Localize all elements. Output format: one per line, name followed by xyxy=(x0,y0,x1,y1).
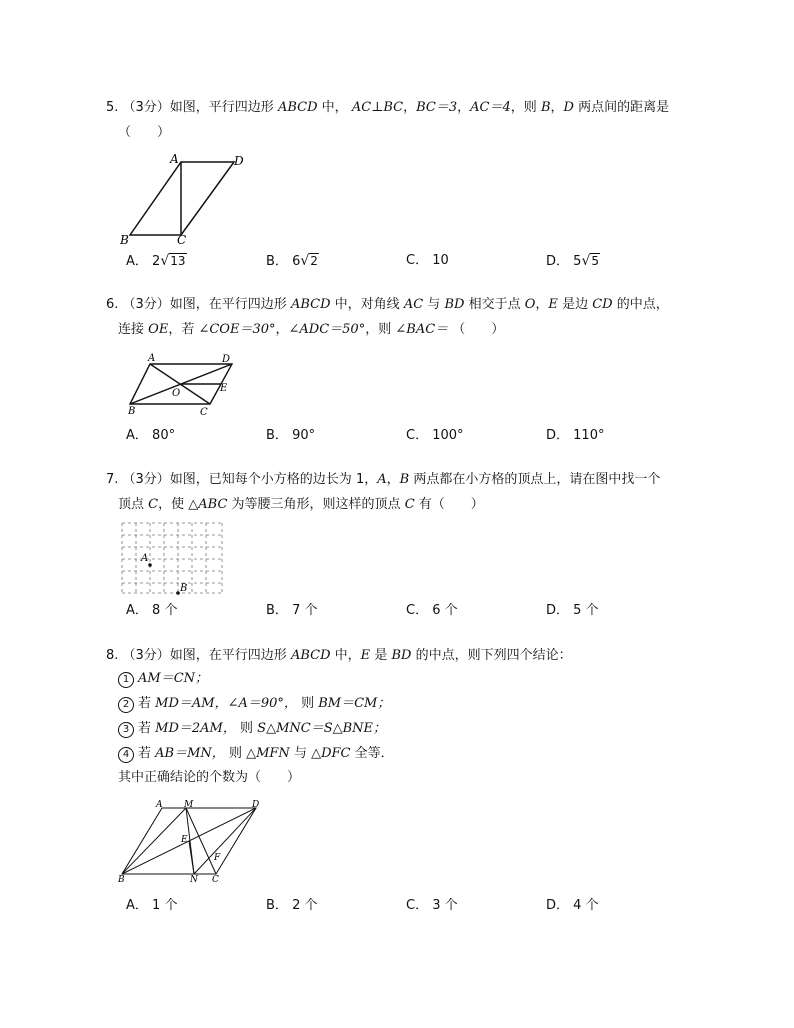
q8-c4-math2: △MFN xyxy=(246,746,290,761)
q5-tail2: 两点间的距离是 xyxy=(578,100,670,115)
q7-sep1: ， xyxy=(386,472,400,487)
q5-label-b: B xyxy=(120,233,129,247)
q6-option-a[interactable] xyxy=(126,427,175,445)
q5-stem: 5. （3分）如图，平行四边形 xyxy=(106,100,274,115)
q7-pt-b: B xyxy=(399,472,410,487)
q6-mid: 中，对角线 xyxy=(334,297,400,312)
q5-parallelogram xyxy=(130,162,234,235)
q8-c4-pre: 若 xyxy=(138,746,152,761)
q8-c3-math: MD＝2AM， xyxy=(155,721,236,736)
q5-option-d-radicand: 5 xyxy=(591,254,599,268)
q6-label-d: D xyxy=(222,354,231,365)
q5-option-a-radicand: 13 xyxy=(170,254,186,268)
q8-c2-math: MD＝AM，∠A＝90°， xyxy=(155,696,297,711)
q8-label-d: D xyxy=(252,800,260,810)
q7-tail1: 两点都在小方格的顶点上，请在图中找一个 xyxy=(413,472,661,487)
q8-label-f: F xyxy=(214,853,221,863)
q6-tail: 的中点， xyxy=(616,297,669,312)
q8-option-a[interactable] xyxy=(126,897,177,915)
q8-c4-post: 则 xyxy=(228,746,242,761)
q8-conclusion-3 xyxy=(118,720,386,738)
q5-option-b-label: B． xyxy=(266,254,288,269)
q7-option-c-text: 6 个 xyxy=(432,603,458,618)
q5-label-a: A xyxy=(170,152,179,166)
q7-option-b[interactable] xyxy=(266,602,317,620)
q8-conclusion-4 xyxy=(118,745,394,763)
q6-option-b-label: B． xyxy=(266,428,288,443)
q8-label-c: C xyxy=(212,875,219,885)
q8-option-d[interactable] xyxy=(546,897,599,915)
q8-tail: 的中点，则下列四个结论： xyxy=(415,648,572,663)
q5-stem-line1 xyxy=(106,99,669,117)
q6-option-a-label: A． xyxy=(126,428,148,443)
q6-label-b: B xyxy=(128,406,136,417)
circled-number-icon: 2 xyxy=(118,697,134,713)
q7-option-a-text: 8 个 xyxy=(152,603,178,618)
q8-seg-bd: BD xyxy=(391,648,412,663)
q6-option-a-text: 80° xyxy=(152,428,176,443)
q6-seg-cd: CD xyxy=(592,297,613,312)
q8-option-b-text: 2 个 xyxy=(292,898,318,913)
q8-option-c-text: 3 个 xyxy=(432,898,458,913)
q7-option-d-text: 5 个 xyxy=(573,603,599,618)
q6-line2-c: ，则 xyxy=(365,322,392,337)
q5-sep2: ， xyxy=(457,100,471,115)
q8-label-e: E xyxy=(181,835,188,845)
q6-line2-b: ，若 xyxy=(168,322,195,337)
q5-option-b-coef: 6 xyxy=(292,254,301,269)
q8-conclusion-2 xyxy=(118,695,390,713)
q5-pt-d: D xyxy=(563,100,574,115)
q6-stem-line2 xyxy=(118,321,504,339)
q6-label-e: E xyxy=(220,383,228,394)
q8-c4-post3: 全等． xyxy=(354,746,394,761)
q5-option-c-label: C． xyxy=(406,253,429,268)
q7-option-a[interactable] xyxy=(126,602,177,620)
q6-label-c: C xyxy=(200,407,208,418)
q7-line2-c: 为等腰三角形，则这样的顶点 xyxy=(231,497,401,512)
q6-option-b[interactable] xyxy=(266,427,315,445)
q5-sep3: ， xyxy=(550,100,564,115)
q5-paren: （ ） xyxy=(118,125,171,140)
q6-paren: （ ） xyxy=(452,322,505,337)
q8-c3-post: 则 xyxy=(240,721,254,736)
q6-pt-o: O xyxy=(524,297,536,312)
q8-question: 其中正确结论的个数为（ ） xyxy=(118,770,301,785)
q6-stem-line1 xyxy=(106,296,669,314)
q5-option-b[interactable] xyxy=(266,252,319,271)
q8-pt-e: E xyxy=(360,648,371,663)
q7-option-c-label: C． xyxy=(406,603,429,618)
q5-sep1: ， xyxy=(403,100,417,115)
q6-sep2: ， xyxy=(275,322,289,337)
q8-option-b-label: B． xyxy=(266,898,288,913)
q8-c3-math2: S△MNC＝S△BNE； xyxy=(257,721,387,736)
q7-option-d-label: D． xyxy=(546,603,570,618)
q7-triangle: △ABC xyxy=(188,497,228,512)
q6-angle3: ∠BAC＝ xyxy=(395,322,449,337)
q7-pt-c2: C xyxy=(404,497,415,512)
circled-number-icon: 1 xyxy=(118,672,134,688)
q7-option-b-text: 7 个 xyxy=(292,603,318,618)
q6-option-b-text: 90° xyxy=(292,428,316,443)
q5-cond2: BC＝3 xyxy=(416,100,458,115)
q8-c4-math: AB＝MN， xyxy=(155,746,225,761)
q8-c4-math3: △DFC xyxy=(311,746,351,761)
q6-option-d[interactable] xyxy=(546,427,604,445)
q7-option-c[interactable] xyxy=(406,602,458,620)
q7-label-a: A xyxy=(141,553,149,564)
q7-option-a-label: A． xyxy=(126,603,148,618)
q8-option-b[interactable] xyxy=(266,897,317,915)
q8-segment-bm xyxy=(122,808,186,874)
q7-line2-b: ，使 xyxy=(158,497,185,512)
circled-number-icon: 3 xyxy=(118,722,134,738)
q5-option-d-label: D． xyxy=(546,254,570,269)
q5-figure xyxy=(118,150,258,250)
q8-label-n: N xyxy=(190,875,198,885)
q5-option-a[interactable] xyxy=(126,252,187,271)
q6-option-d-text: 110° xyxy=(573,428,605,443)
q6-line2-a: 连接 xyxy=(118,322,145,337)
q6-option-c-text: 100° xyxy=(432,428,464,443)
q5-cond3: AC＝4 xyxy=(470,100,511,115)
q6-shape: ABCD xyxy=(290,297,331,312)
q8-conclusion-1 xyxy=(118,670,208,688)
q6-side: 是边 xyxy=(562,297,589,312)
q6-label-a: A xyxy=(148,353,156,364)
q8-segment-en xyxy=(189,841,194,874)
q8-option-c[interactable] xyxy=(406,897,458,915)
q6-angle2: ∠ADC＝50° xyxy=(288,322,366,337)
q5-cond1: AC⊥BC xyxy=(351,100,404,115)
q7-option-b-label: B． xyxy=(266,603,288,618)
q8-option-d-text: 4 个 xyxy=(573,898,599,913)
q8-stem: 8. （3分）如图，在平行四边形 xyxy=(106,648,287,663)
q7-point-a xyxy=(148,563,152,567)
q5-shape: ABCD xyxy=(277,100,318,115)
q6-diag1: AC xyxy=(403,297,424,312)
q8-c4-post2: 与 xyxy=(293,746,307,761)
q6-meet: 相交于点 xyxy=(468,297,521,312)
sqrt-icon: √13 xyxy=(160,253,186,269)
q6-option-c-label: C． xyxy=(406,428,429,443)
q6-angle1: ∠COE＝30° xyxy=(198,322,276,337)
q7-grid xyxy=(122,523,222,593)
q5-pt-b: B xyxy=(540,100,551,115)
q8-label-m: M xyxy=(184,800,194,810)
q6-stem: 6. （3分）如图，在平行四边形 xyxy=(106,297,287,312)
sqrt-icon: √5 xyxy=(581,253,599,269)
sqrt-icon: √2 xyxy=(300,253,318,269)
q6-seg-oe: OE xyxy=(148,322,169,337)
q5-option-c-text: 10 xyxy=(432,253,449,268)
q7-stem: 7. （3分）如图，已知每个小方格的边长为 1， xyxy=(106,472,378,487)
q8-figure xyxy=(118,798,264,886)
circled-number-icon: 4 xyxy=(118,747,134,763)
q8-c2-post: 则 xyxy=(301,696,315,711)
q8-c2-math2: BM＝CM； xyxy=(318,696,391,711)
q7-line2-a: 顶点 xyxy=(118,497,145,512)
q8-c1-math: AM＝CN； xyxy=(138,671,209,686)
q8-shape: ABCD xyxy=(290,648,331,663)
q6-diag2: BD xyxy=(444,297,465,312)
q8-label-a: A xyxy=(156,800,163,810)
q6-and: 与 xyxy=(427,297,441,312)
q8-mid: 中， xyxy=(334,648,361,663)
q8-is: 是 xyxy=(374,648,388,663)
q7-figure xyxy=(120,521,226,595)
q6-option-d-label: D． xyxy=(546,428,570,443)
q7-label-b: B xyxy=(180,583,188,594)
q6-pt-e: E xyxy=(548,297,558,312)
q7-stem-line1 xyxy=(106,471,660,489)
q8-c3-pre: 若 xyxy=(138,721,152,736)
q5-tail1: ，则 xyxy=(510,100,537,115)
q5-option-d-coef: 5 xyxy=(573,254,582,269)
q5-mid: 中， xyxy=(321,100,348,115)
q7-option-d[interactable] xyxy=(546,602,599,620)
q5-option-b-radicand: 2 xyxy=(310,254,318,268)
q5-option-c[interactable] xyxy=(406,252,449,270)
q8-option-d-label: D． xyxy=(546,898,570,913)
q5-option-a-coef: 2 xyxy=(152,254,161,269)
q8-option-a-label: A． xyxy=(126,898,148,913)
q8-segment-nd xyxy=(194,808,256,874)
q8-option-c-label: C． xyxy=(406,898,429,913)
q6-sep1: ， xyxy=(535,297,549,312)
q8-c2-pre: 若 xyxy=(138,696,152,711)
q7-pt-c: C xyxy=(148,497,159,512)
q6-option-c[interactable] xyxy=(406,427,464,445)
q5-label-c: C xyxy=(177,233,187,247)
q8-label-b: B xyxy=(118,875,125,885)
q5-label-d: D xyxy=(234,154,244,168)
q6-figure xyxy=(124,352,244,422)
q8-stem-line1 xyxy=(106,647,572,665)
q5-option-a-label: A． xyxy=(126,254,148,269)
q6-label-o: O xyxy=(172,388,181,399)
q7-line2-d: 有（ ） xyxy=(418,497,484,512)
q5-option-d[interactable] xyxy=(546,252,600,271)
q7-stem-line2 xyxy=(118,496,484,514)
q7-pt-a: A xyxy=(377,472,387,487)
q8-option-a-text: 1 个 xyxy=(152,898,178,913)
